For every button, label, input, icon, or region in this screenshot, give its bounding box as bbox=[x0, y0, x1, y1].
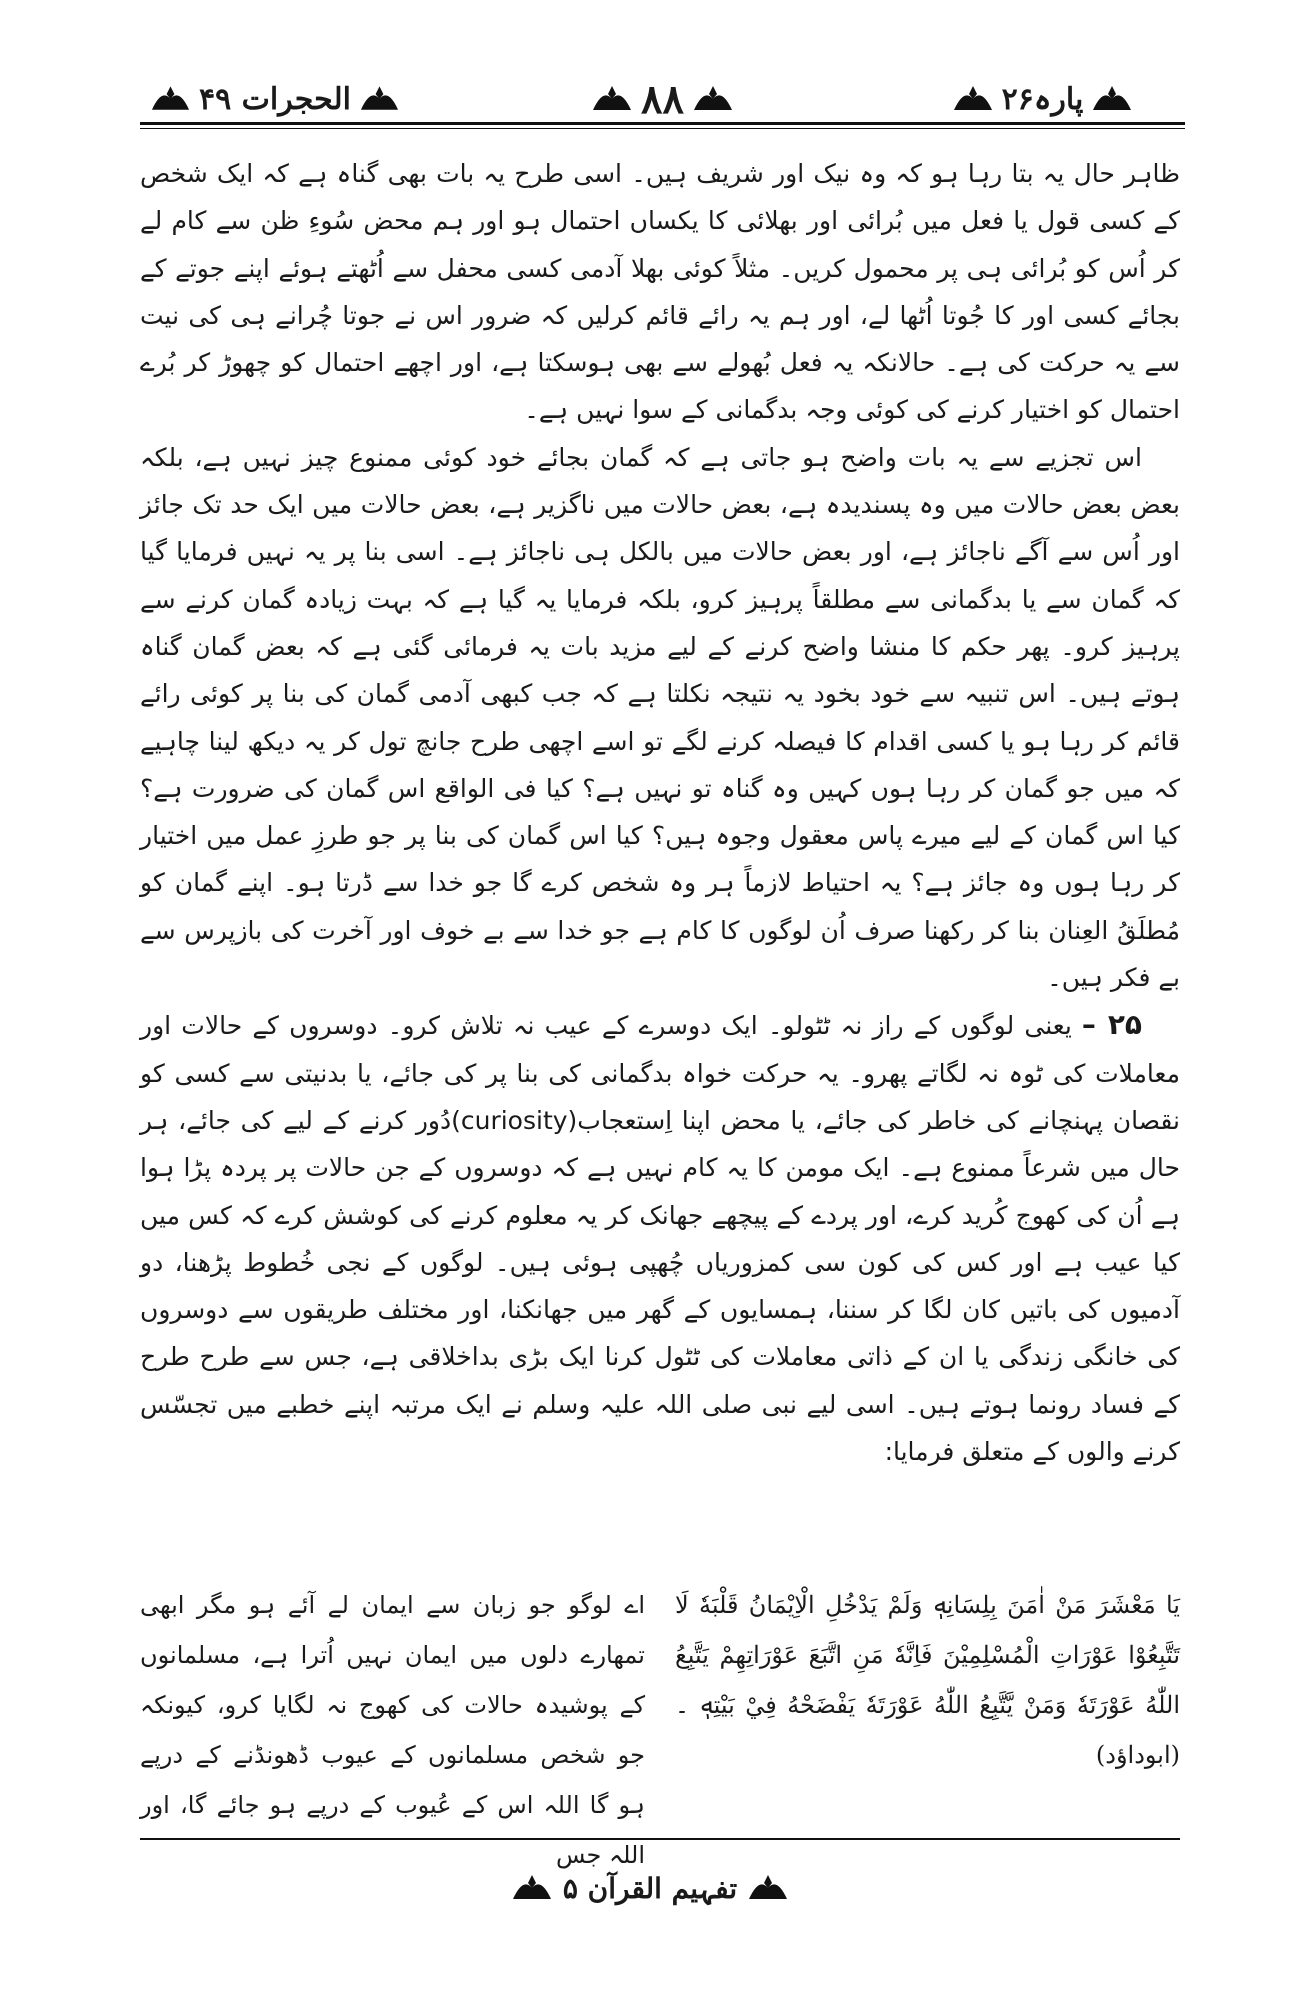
left-ornament-icon bbox=[150, 82, 191, 116]
book-title: تفہیم القرآن ۵ bbox=[562, 1871, 738, 1905]
para-label: پارہ۲۶ bbox=[1001, 81, 1084, 117]
right-ornament-icon bbox=[747, 1871, 789, 1905]
header-rule-thin bbox=[140, 128, 1185, 129]
header-rule bbox=[140, 122, 1185, 125]
footnote-paragraph bbox=[140, 1001, 1180, 1475]
footer-rule bbox=[140, 1838, 1180, 1840]
page-header bbox=[140, 70, 1185, 140]
page-footer bbox=[490, 1858, 810, 1918]
surah-reference: الحجرات ۴۹ bbox=[198, 81, 351, 117]
right-ornament-icon bbox=[1091, 82, 1133, 116]
commentary-text bbox=[140, 150, 1180, 1475]
left-ornament-icon bbox=[952, 82, 994, 116]
left-ornament-icon bbox=[511, 1871, 553, 1905]
note-text: یعنی لوگوں کے راز نہ ٹٹولو۔ ایک دوسرے کے عیب نہ تلاش کرو۔ دوسروں کے حالات اور معاملات کی ٹوہ نہ لگاتے پھرو۔ یہ حرکت خواہ بدگمانی کی بنا پر کی جائے، یا بدنیتی سے کسی کو نقصان پہنچانے کی خاطر کی جائے، یا محض اپنا اِستعجاب bbox=[140, 1011, 1180, 1135]
page-number: ۸۸ bbox=[641, 75, 684, 123]
paragraph: اس تجزیے سے یہ بات واضح ہو جاتی ہے کہ گمان بجائے خود کوئی ممنوع چیز نہیں ہے، بلکہ بعض بعض حالات میں وہ پسندیدہ ہے، بعض حالات میں ناگزیر ہے، بعض حالات میں ایک حد تک جائز اور اُس سے آگے ناجائز ہے، اور بعض حالات میں بالکل ہی ناجائز ہے۔ اسی بنا پر یہ نہیں فرمایا گیا کہ گمان سے یا بدگمانی سے مطلقاً پرہیز کرو، بلکہ فرمایا یہ گیا ہے کہ بہت زیادہ گمان کرنے سے پرہیز کرو۔ پھر حکم کا منشا واضح کرنے کے لیے مزید بات یہ فرمائی گئی ہے کہ بعض گمان گناہ ہوتے ہیں۔ اس تنبیہ سے خود بخود یہ نتیجہ نکلتا ہے کہ جب کبھی آدمی گمان کی بنا پر کوئی رائے قائم کر رہا ہو یا کسی اقدام کا فیصلہ کرنے لگے تو اسے اچھی طرح جانچ تول کر یہ دیکھ لینا چاہیے کہ میں جو گمان کر رہا ہوں کہیں وہ گناہ تو نہیں ہے؟ کیا فی الواقع اس گمان کی ضرورت ہے؟ کیا اس گمان کے لیے میرے پاس معقول وجوہ ہیں؟ کیا اس گمان کی بنا پر جو طرزِ عمل میں اختیار کر رہا ہوں وہ جائز ہے؟ یہ احتیاط لازماً ہر وہ شخص کرے گا جو خدا سے ڈرتا ہو۔ اپنے گمان کو مُطلَقُ العِنان بنا کر رکھنا صرف اُن لوگوں کا کام ہے جو خدا سے بے خوف اور آخرت کی بازپرس سے بے فکر ہیں۔ bbox=[140, 442, 1180, 993]
para-label-block bbox=[910, 74, 1175, 124]
note-text-continued: دُور کرنے کے لیے کی جائے، ہر حال میں شرعاً ممنوع ہے۔ ایک مومن کا یہ کام نہیں ہے کہ دوسروں کے جن حالات پر پردہ پڑا ہوا ہے اُن کی کھوج کُرید کرے، اور پردے کے پیچھے جھانک کر یہ معلوم کرنے کی کوشش کرے کہ کس میں کیا عیب ہے اور کس کی کون سی کمزوریاں چُھپی ہوئی ہیں۔ لوگوں کے نجی خُطوط پڑھنا، دو آدمیوں کی باتیں کان لگا کر سننا، ہمسایوں کے گھر میں جھانکنا، اور مختلف طریقوں سے دوسروں کی خانگی زندگی یا ان کے ذاتی معاملات کی ٹٹول کرنا ایک بڑی بداخلاقی ہے، جس سے طرح طرح کے فساد رونما ہوتے ہیں۔ اسی لیے نبی صلی اللہ علیہ وسلم نے ایک مرتبہ اپنے خطبے میں تجسّس کرنے والوں کے متعلق فرمایا: bbox=[140, 1105, 1180, 1467]
page-number-block bbox=[540, 74, 785, 124]
english-term: (curiosity) bbox=[451, 1105, 578, 1135]
hadith-translation: اے لوگو جو زبان سے ایمان لے آئے ہو مگر ابھی تمھارے دلوں میں ایمان نہیں اُترا ہے، مسلمانوں کے پوشیدہ حالات کی کھوج نہ لگایا کرو، کیونکہ جو شخص مسلمانوں کے عیوب ڈھونڈنے کے درپے ہو گا اللہ اس کے عُیوب کے درپے ہو جائے گا، اور اللہ جس bbox=[140, 1591, 645, 1869]
right-ornament-icon bbox=[359, 82, 400, 116]
right-ornament-icon bbox=[692, 82, 734, 116]
paragraph: ظاہر حال یہ بتا رہا ہو کہ وہ نیک اور شریف ہیں۔ اسی طرح یہ بات بھی گناہ ہے کہ ایک شخص کے کسی قول یا فعل میں بُرائی اور بھلائی کا یکساں احتمال ہو اور ہم محض سُوءِ ظن سے کام لے کر اُس کو بُرائی ہی پر محمول کریں۔ مثلاً کوئی بھلا آدمی کسی محفل سے اُٹھتے ہوئے اپنے جوتے کے بجائے کسی اور کا جُوتا اُٹھا لے، اور ہم یہ رائے قائم کرلیں کہ ضرور اس نے جوتا چُرانے ہی کی نیت سے یہ حرکت کی ہے۔ حالانکہ یہ فعل بُھولے سے بھی ہوسکتا ہے، اور اچھے احتمال کو چھوڑ کر بُرے احتمال کو اختیار کرنے کی کوئی وجہ بدگمانی کے سوا نہیں ہے۔ bbox=[140, 159, 1180, 425]
surah-reference-block bbox=[150, 74, 400, 124]
left-ornament-icon bbox=[591, 82, 633, 116]
note-number: ۲۵ – bbox=[1081, 1008, 1142, 1042]
hadith-block bbox=[140, 1580, 1180, 1869]
hadith-arabic: يَا مَعْشَرَ مَنْ اٰمَنَ بِلِسَانِهٖ وَلَمْ يَدْخُلِ الْاِيْمَانُ قَلْبَهٗ لَا تَتَّبِعُوْا عَوْرَاتِ الْمُسْلِمِيْنَ فَاِنَّهٗ مَنِ اتَّبَعَ عَوْرَاتِهِمْ يَتَّبِعُ اللّٰهُ عَوْرَتَهٗ وَمَنْ يَّتَّبِعُ اللّٰهُ عَوْرَتَهٗ يَفْضَحْهُ فِيْ بَيْتِهٖ ۔ (ابوداؤد) bbox=[675, 1591, 1180, 1769]
